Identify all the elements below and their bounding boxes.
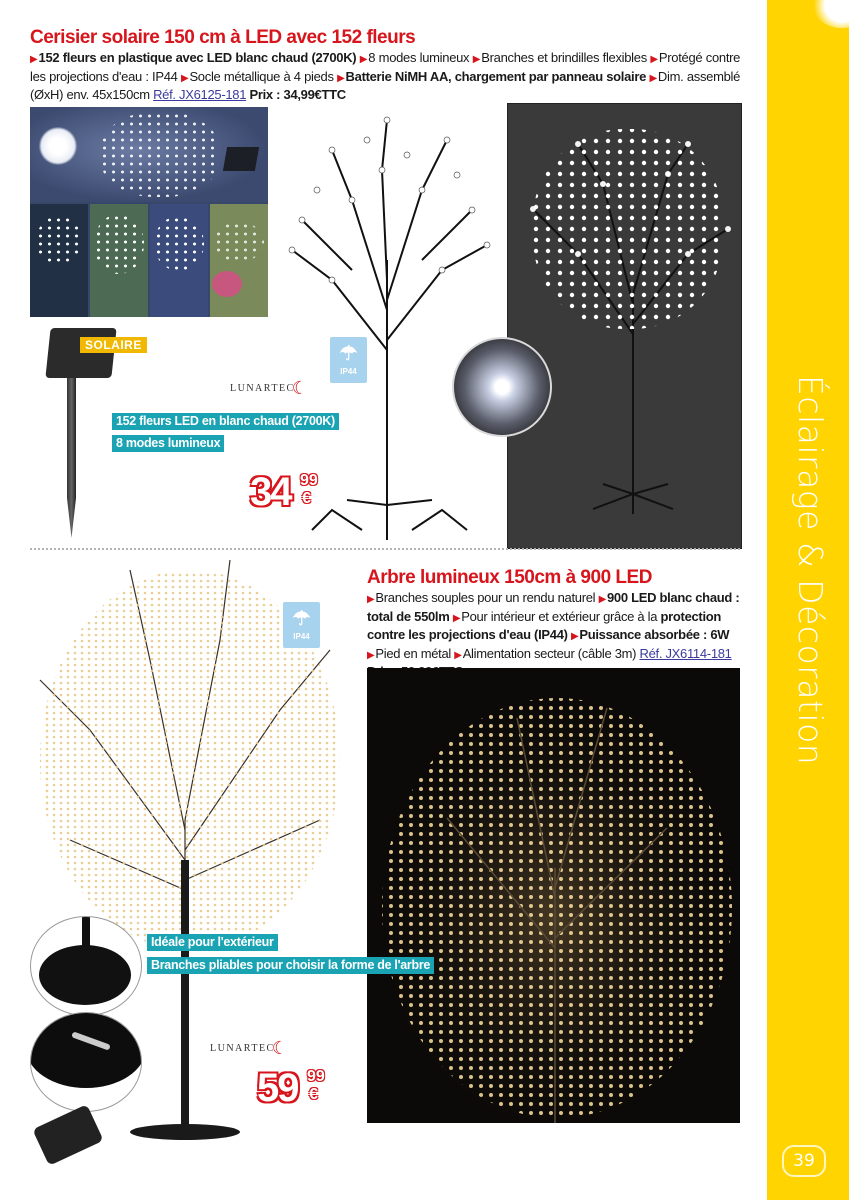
price-integer: 34 (250, 470, 291, 514)
feature: Puissance absorbée : 6W (579, 627, 730, 642)
price-decimals: 99 (307, 1068, 325, 1085)
brand-logo (230, 378, 310, 399)
product-2-price-badge (257, 1066, 325, 1111)
bullet-arrow-icon: ▶ (337, 72, 345, 84)
bullet-arrow-icon: ▶ (180, 72, 189, 84)
feature: Socle métallique à 4 pieds (189, 68, 334, 84)
ip44-badge (283, 602, 320, 648)
cherry-tree-dark-background-image (507, 103, 742, 549)
feature: Protégé contre les projections d'eau : IP44 (30, 50, 741, 84)
garden-photo-4 (210, 204, 268, 317)
solar-stake-image (67, 378, 76, 538)
section-divider (30, 548, 740, 550)
price-decimals: 99 (300, 472, 318, 489)
feature: Pour intérieur et extérieur grâce à la (461, 608, 661, 624)
garden-photo-1 (30, 204, 88, 317)
page-number: 39 (782, 1145, 826, 1177)
garden-photo-3 (150, 204, 208, 317)
led-tree-dark-background-image (367, 668, 740, 1123)
moon-icon: ☾ (271, 1038, 290, 1058)
section-title: Éclairage & Décoration (791, 375, 830, 766)
product-2-description (367, 590, 743, 681)
feature: 8 modes lumineux (368, 50, 470, 65)
cherry-tree-night-photo (30, 107, 268, 202)
feature: 152 fleurs en plastique avec LED blanc chaud (2700K) (38, 50, 357, 65)
bullet-arrow-icon: ▶ (367, 649, 375, 661)
bullet-arrow-icon: ▶ (598, 594, 606, 605)
product-2-reference-link[interactable]: Réf. JX6114-181 (639, 645, 732, 661)
feature-tag: 152 fleurs LED en blanc chaud (2700K) (112, 413, 339, 430)
bullet-arrow-icon: ▶ (367, 594, 375, 605)
feature-tag: Branches pliables pour choisir la forme de l'arbre (147, 957, 434, 974)
price-currency: € (309, 1086, 318, 1103)
bullet-arrow-icon: ▶ (454, 649, 462, 661)
bullet-arrow-icon: ▶ (359, 54, 368, 65)
flower-led-closeup (452, 337, 552, 437)
solaire-badge: SOLAIRE (80, 337, 147, 353)
bullet-arrow-icon: ▶ (570, 631, 579, 642)
feature: Branches et brindilles flexibles (481, 50, 647, 65)
ip44-label: IP44 (293, 632, 310, 641)
bullet-arrow-icon: ▶ (30, 54, 38, 65)
feature: Branches souples pour un rendu naturel (375, 590, 596, 605)
metal-base-closeup (30, 916, 142, 1016)
feature: Batterie NiMH AA, chargement par panneau solaire (345, 68, 647, 84)
feature-tag: 8 modes lumineux (112, 435, 224, 452)
product-1-photo-collage (30, 107, 268, 317)
feature: protection contre les projections d'eau (IP44) (367, 608, 722, 642)
solar-panel-image (223, 147, 259, 171)
bullet-arrow-icon: ▶ (649, 72, 657, 84)
product-1-price-badge (250, 470, 318, 515)
feature: Dim. assemblé (ØxH) env. 45x150cm (30, 68, 741, 102)
price-currency: € (302, 490, 311, 507)
product-1-reference-link[interactable]: Réf. JX6125-181 (153, 87, 247, 102)
ip44-badge (330, 337, 367, 383)
brand-logo (210, 1038, 290, 1059)
brand-name: LUNARTEC (210, 1043, 275, 1054)
price-integer: 59 (257, 1066, 298, 1110)
moon-icon: ☾ (291, 378, 310, 398)
bullet-arrow-icon: ▶ (650, 54, 658, 65)
product-1-title: Cerisier solaire 150 cm à LED avec 152 fleurs (30, 27, 416, 48)
bullet-arrow-icon: ▶ (452, 612, 461, 624)
solar-panel-image (45, 328, 116, 378)
product-1-description (30, 50, 740, 104)
flower-closeup-icon (38, 127, 78, 165)
brand-name: LUNARTEC (230, 383, 295, 394)
garden-photo-2 (90, 204, 148, 317)
bullet-arrow-icon: ▶ (472, 54, 481, 65)
product-2-title: Arbre lumineux 150cm à 900 LED (367, 567, 652, 588)
umbrella-icon: ☂ (292, 608, 311, 630)
foldable-branch-closeup (30, 1012, 142, 1112)
feature: 900 LED blanc chaud : total de 550lm (367, 590, 740, 624)
feature: Pied en métal (375, 645, 451, 661)
feature: Alimentation secteur (câble 3m) (462, 645, 637, 661)
product-1-price-text: Prix : 34,99€TTC (249, 87, 346, 102)
umbrella-icon: ☂ (339, 343, 358, 365)
feature-tag: Idéale pour l'extérieur (147, 934, 278, 951)
ip44-label: IP44 (340, 367, 357, 376)
